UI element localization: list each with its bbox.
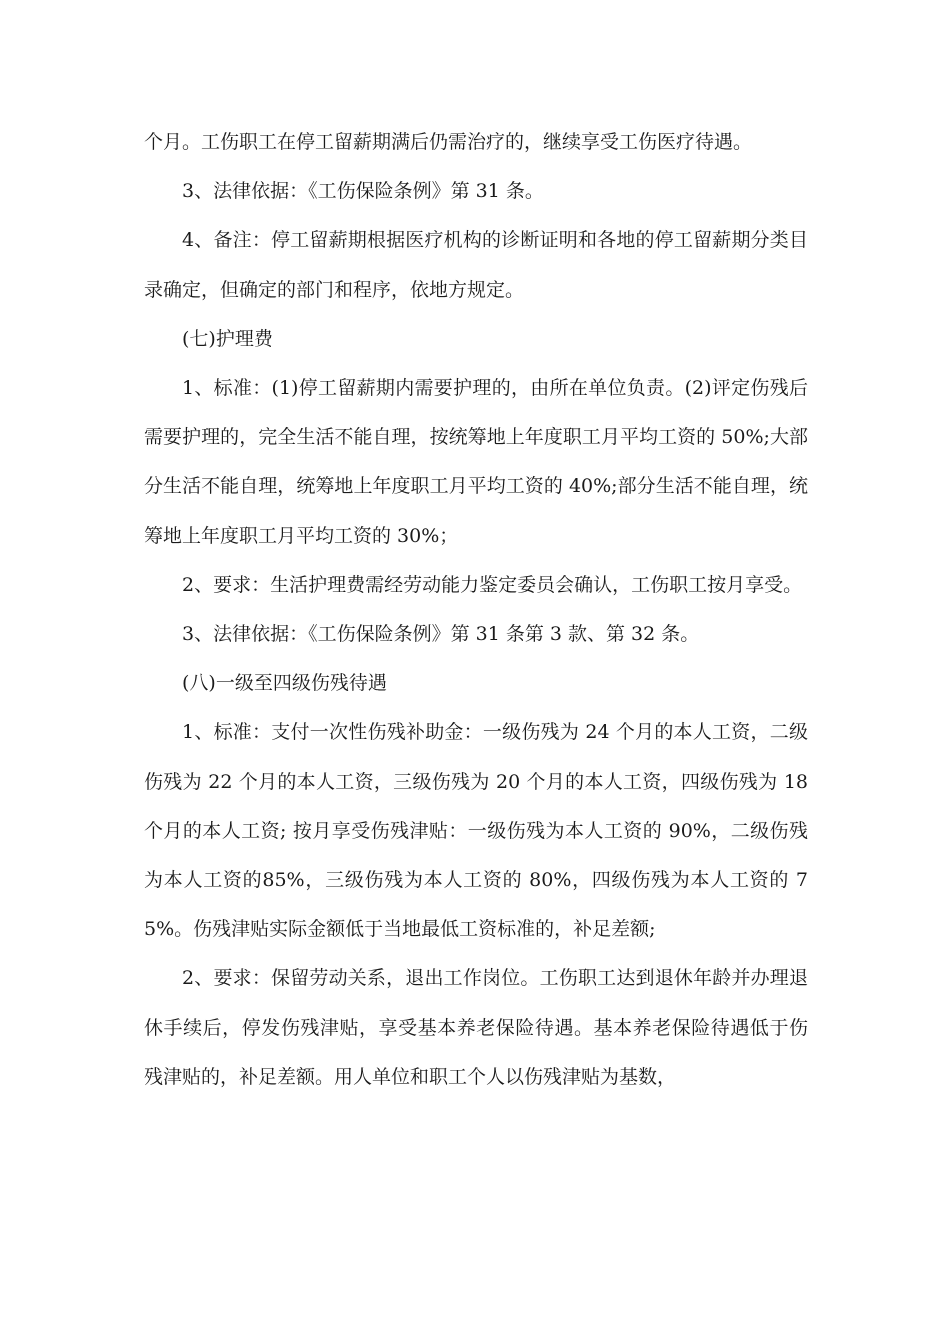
section-heading-nursing-fee: (七)护理费	[182, 327, 273, 350]
paragraph-nursing-requirement: 2、要求：生活护理费需经劳动能力鉴定委员会确认，工伤职工按月享受。	[182, 573, 803, 596]
paragraph-remarks: 4、备注：停工留薪期根据医疗机构的诊断证明和各地的停工留薪期分类目录确定，但确定的部门和程序，依地方规定。	[144, 229, 808, 301]
paragraph-disability-standard: 1、标准：支付一次性伤残补助金：一级伤残为 24 个月的本人工资，二级伤残为 22 个月的本人工资，三级伤残为 20 个月的本人工资，四级伤残为 18 个月的本人工资; 按月享受伤残津贴：一级伤残为本人工资的 90%，二级伤残为本人工资的85%，三级伤残为本人工资的 80%，四级伤残为本人工资的 75%。伤残津贴实际金额低于当地最低工资标准的，补足差额;	[144, 721, 808, 941]
paragraph-nursing-legal-basis: 3、法律依据：《工伤保险条例》第 31 条第 3 款、第 32 条。	[182, 623, 700, 646]
paragraph-continuation: 个月。工伤职工在停工留薪期满后仍需治疗的，继续享受工伤医疗待遇。	[144, 131, 753, 153]
section-heading-disability-1-4: (八)一级至四级伤残待遇	[182, 672, 387, 695]
paragraph-nursing-standard: 1、标准：(1)停工留薪期内需要护理的，由所在单位负责。(2)评定伤残后需要护理的，完全生活不能自理，按统筹地上年度职工月平均工资的 50%;大部分生活不能自理，统筹地上年度职工月平均工资的 40%;部分生活不能自理，统筹地上年度职工月平均工资的 30%；	[144, 377, 808, 547]
paragraph-disability-requirement: 2、要求：保留劳动关系，退出工作岗位。工伤职工达到退休年龄并办理退休手续后，停发伤残津贴，享受基本养老保险待遇。基本养老保险待遇低于伤残津贴的，补足差额。用人单位和职工个人以伤残津贴为基数，	[144, 967, 808, 1088]
paragraph-legal-basis-31: 3、法律依据：《工伤保险条例》第 31 条。	[182, 180, 544, 203]
document-body	[144, 118, 808, 1102]
